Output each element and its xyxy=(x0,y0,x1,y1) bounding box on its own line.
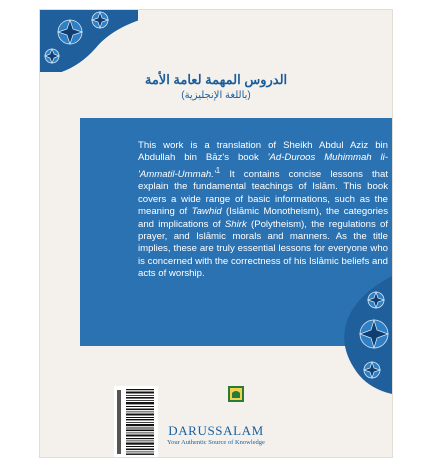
arabic-title: الدروس المهمة لعامة الأمة xyxy=(144,72,288,87)
shirk-italic: Shirk xyxy=(224,218,247,230)
book-back-cover xyxy=(40,10,392,457)
description-text: This work is a translation of Sheikh Abdul Aziz bin Abdullah bin Bāz's book 'Ad-Duroos Muhimmah $li-'Ammatil-Ummah.'^1$ It contains concise lessons that explain the fundamental teachings of Islām. This book covers a wide range of basic informations, such as the meaning of Tawhid (Islāmic Monotheism), the categories and implications of Shirk (Polytheism), the regulations of prayer, and Islāmic morals and manners. As the title implies, these are truly essential lessons for everyone who is concerned with the correctness of his Islāmic beliefs and acts of worship. xyxy=(138,140,389,280)
tawhid-italic: Tawhid xyxy=(191,206,222,218)
book-title-italic: 'Ad-Duroos Muhimmah li-'Ammatil-Ummah.' xyxy=(138,152,388,180)
darussalam-logo-icon xyxy=(228,386,244,402)
publisher-tagline: Your Authentic Source of Knowledge xyxy=(167,439,265,446)
publisher-name: DARUSSALAM xyxy=(168,423,264,438)
ornament-top-left-icon xyxy=(40,10,138,72)
barcode-icon xyxy=(114,386,158,457)
arabic-subtitle: (باللغة الإنجليزية) xyxy=(181,90,251,101)
ornament-right-icon xyxy=(326,276,392,394)
